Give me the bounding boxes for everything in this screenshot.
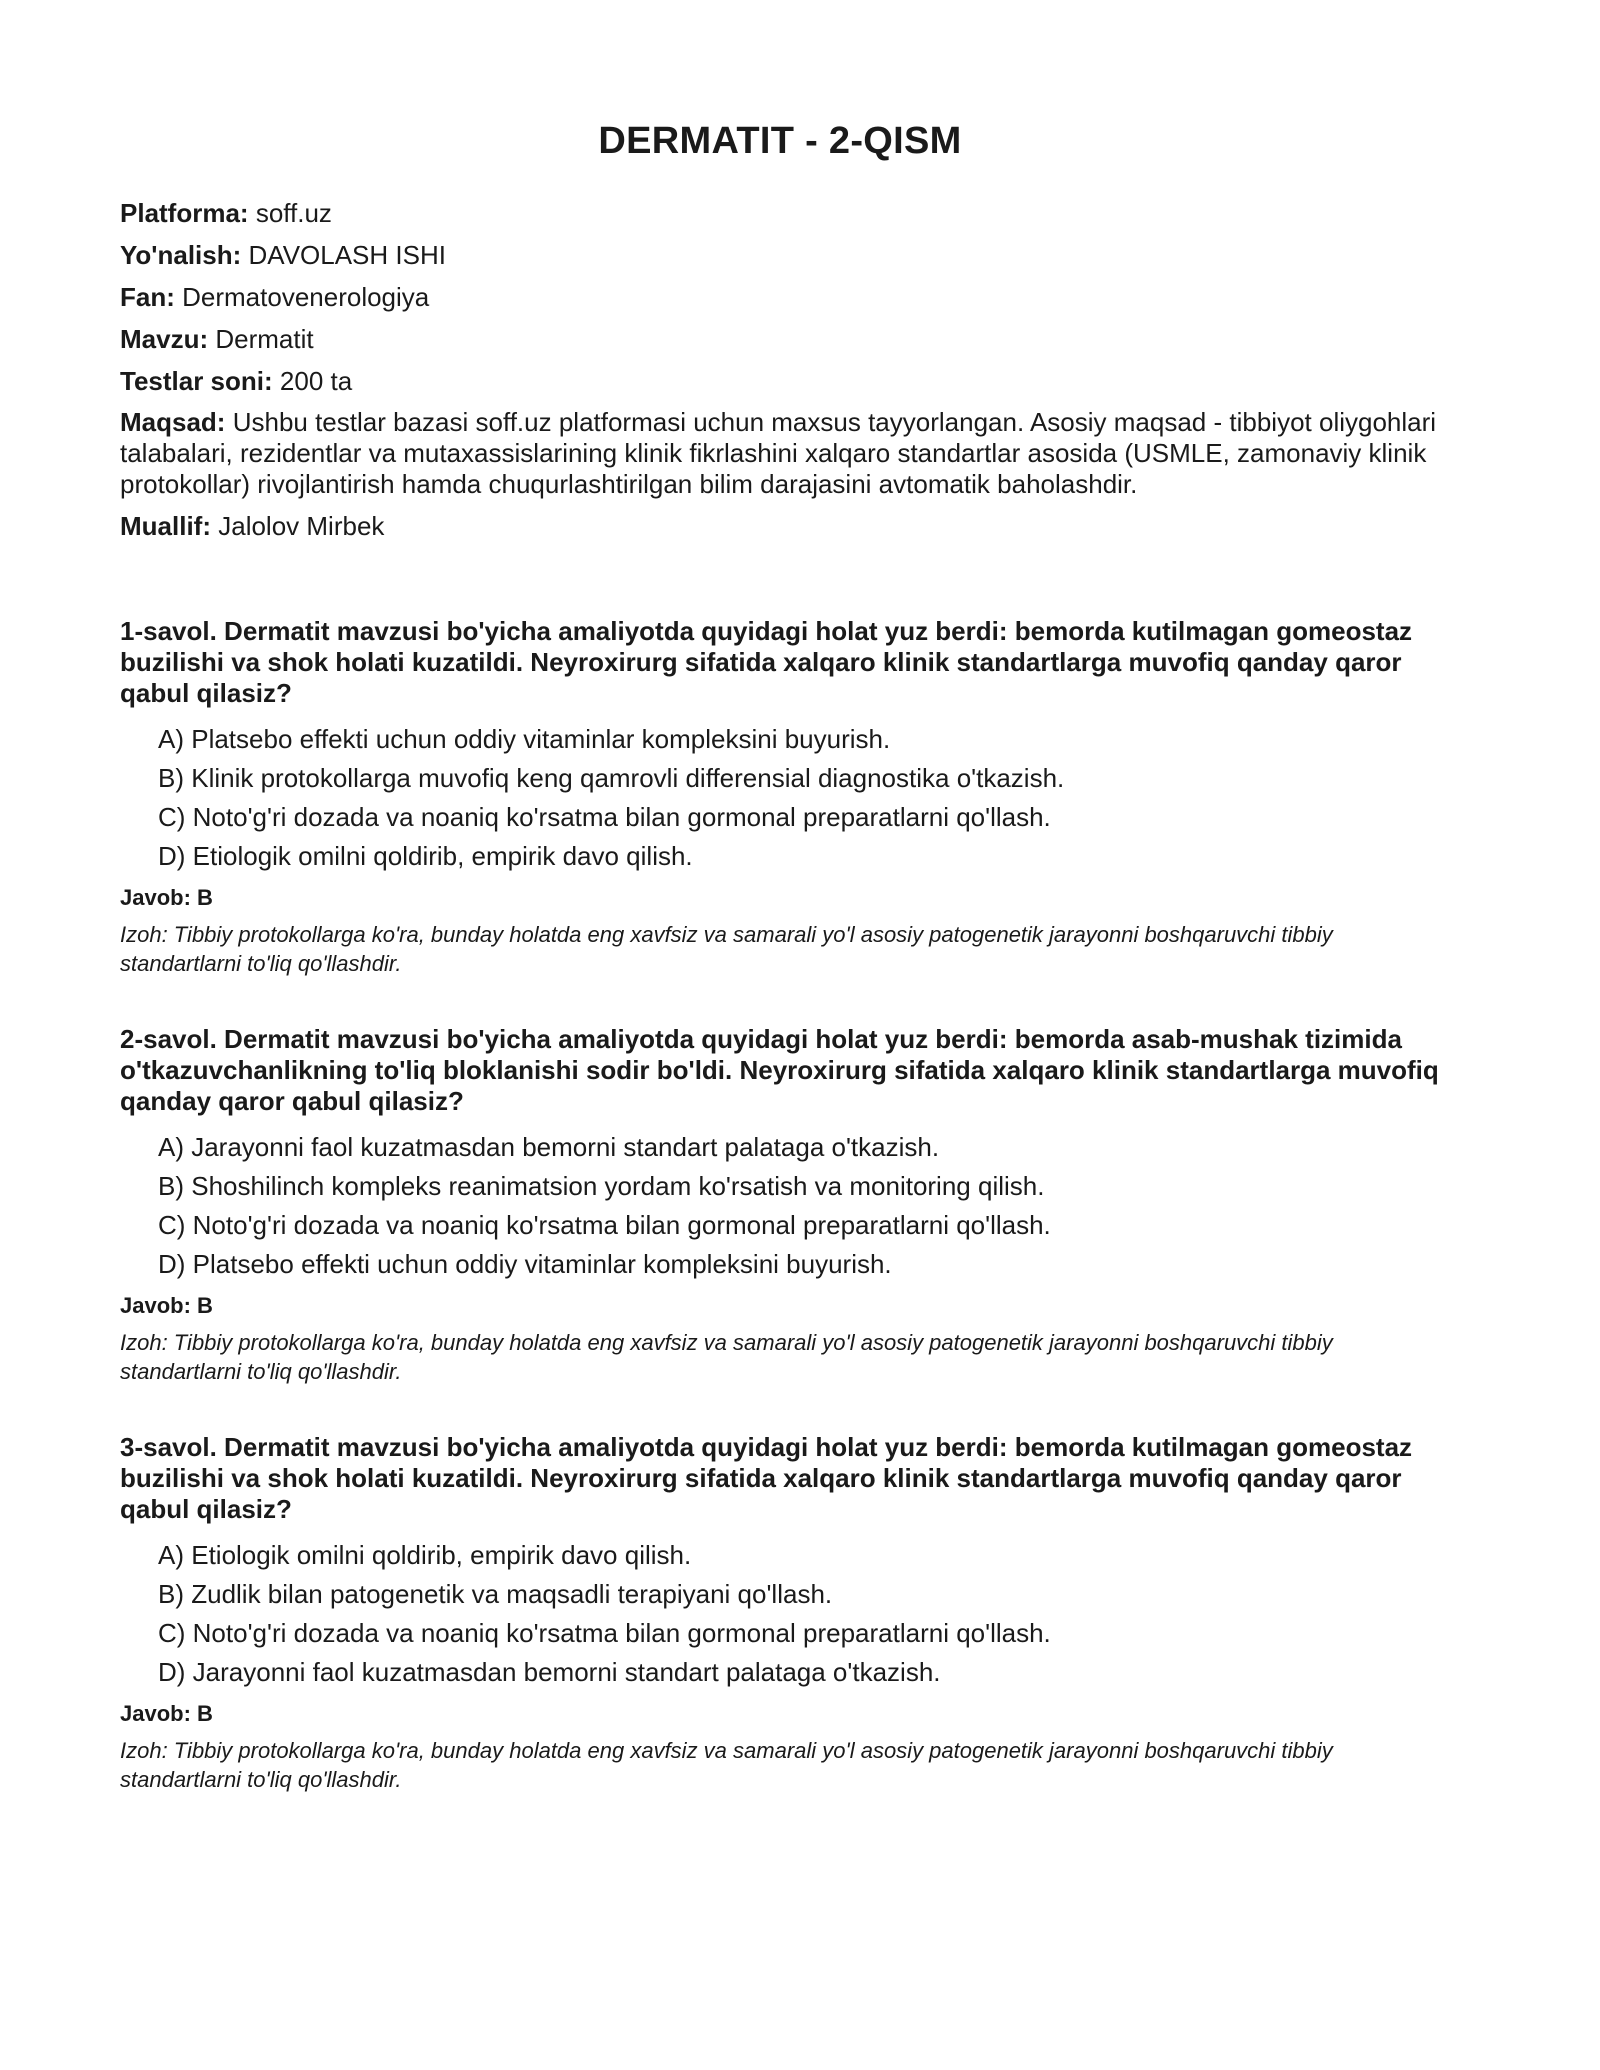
option-b: B) Shoshilinch kompleks reanimatsion yordam ko'rsatish va monitoring qilish. [158, 1171, 1045, 1201]
answer-line: Javob: B [120, 1701, 213, 1726]
meta-topic [120, 323, 1440, 355]
option-d: D) Jarayonni faol kuzatmasdan bemorni standart palataga o'tkazish. [158, 1657, 941, 1687]
option-b: B) Zudlik bilan patogenetik va maqsadli terapiyani qo'llash. [158, 1579, 833, 1609]
option-a: A) Platsebo effekti uchun oddiy vitaminlar kompleksini buyurish. [158, 724, 891, 754]
meta-subject-label: Fan: [120, 282, 175, 312]
option-a: A) Etiologik omilni qoldirib, empirik davo qilish. [158, 1540, 692, 1570]
meta-topic-value: Dermatit [215, 324, 314, 354]
explanation-text: Izoh: Tibbiy protokollarga ko'ra, bunday holatda eng xavfsiz va samarali yo'l asosiy patogenetik jarayonni boshqaruvchi tibbiy standartlarni to'liq qo'llashdir. [120, 1330, 1333, 1384]
meta-author [120, 510, 1440, 542]
option-c: C) Noto'g'ri dozada va noaniq ko'rsatma bilan gormonal preparatlarni qo'llash. [158, 1618, 1051, 1648]
question-text: 1-savol. Dermatit mavzusi bo'yicha amaliyotda quyidagi holat yuz berdi: bemorda kutilmagan gomeostaz buzilishi va shok holati kuzatildi. Neyroxirurg sifatida xalqaro klinik standartlarga muvofiq qanday qaror qabul qilasiz? [120, 616, 1413, 708]
meta-platform-value: soff.uz [255, 198, 332, 228]
answer-line: Javob: B [120, 1293, 213, 1318]
option-b: B) Klinik protokollarga muvofiq keng qamrovli differensial diagnostika o'tkazish. [158, 763, 1065, 793]
option-a: A) Jarayonni faol kuzatmasdan bemorni standart palataga o'tkazish. [158, 1132, 940, 1162]
option-c: C) Noto'g'ri dozada va noaniq ko'rsatma bilan gormonal preparatlarni qo'llash. [158, 802, 1051, 832]
meta-goal-value: Ushbu testlar bazasi soff.uz platformasi uchun maxsus tayyorlangan. Asosiy maqsad - tibbiyot oliygohlari talabalari, rezidentlar va mutaxassislarining klinik fikrlashini xalqaro standartlar asosida (USMLE, zamonaviy klinik protokollar) rivojlantirish hamda chuqurlashtirilgan bilim darajasini avtomatik baholashdir. [120, 407, 1437, 499]
meta-goal [120, 407, 1440, 500]
option-d: D) Etiologik omilni qoldirib, empirik davo qilish. [158, 841, 693, 871]
question-list [120, 616, 1440, 1794]
question-text: 2-savol. Dermatit mavzusi bo'yicha amaliyotda quyidagi holat yuz berdi: bemorda asab-mushak tizimida o'tkazuvchanlikning to'liq bloklanishi sodir bo'ldi. Neyroxirurg sifatida xalqaro klinik standartlarga muvofiq qanday qaror qabul qilasiz? [120, 1024, 1439, 1116]
explanation-text: Izoh: Tibbiy protokollarga ko'ra, bunday holatda eng xavfsiz va samarali yo'l asosiy patogenetik jarayonni boshqaruvchi tibbiy standartlarni to'liq qo'llashdir. [120, 922, 1333, 976]
question-text: 3-savol. Dermatit mavzusi bo'yicha amaliyotda quyidagi holat yuz berdi: bemorda kutilmagan gomeostaz buzilishi va shok holati kuzatildi. Neyroxirurg sifatida xalqaro klinik standartlarga muvofiq qanday qaror qabul qilasiz? [120, 1432, 1413, 1524]
meta-direction-label: Yo'nalish: [120, 240, 242, 270]
meta-direction-value: DAVOLASH ISHI [248, 240, 446, 270]
meta-author-label: Muallif: [120, 511, 211, 541]
meta-count-label: Testlar soni: [120, 366, 273, 396]
question-block [120, 1024, 1440, 1386]
option-c: C) Noto'g'ri dozada va noaniq ko'rsatma bilan gormonal preparatlarni qo'llash. [158, 1210, 1051, 1240]
option-d: D) Platsebo effekti uchun oddiy vitaminlar kompleksini buyurish. [158, 1249, 892, 1279]
meta-author-value: Jalolov Mirbek [218, 511, 385, 541]
question-block [120, 1432, 1440, 1794]
document-title: DERMATIT - 2-QISM [598, 120, 962, 162]
document-meta [120, 197, 1440, 542]
meta-subject [120, 281, 1440, 313]
meta-platform [120, 197, 1440, 229]
answer-line: Javob: B [120, 885, 213, 910]
meta-subject-value: Dermatovenerologiya [182, 282, 430, 312]
meta-direction [120, 239, 1440, 271]
meta-platform-label: Platforma: [120, 198, 249, 228]
meta-count-value: 200 ta [279, 366, 353, 396]
document-page [120, 120, 1440, 1840]
meta-count [120, 365, 1440, 397]
meta-goal-label: Maqsad: [120, 407, 226, 437]
question-block [120, 616, 1440, 978]
explanation-text: Izoh: Tibbiy protokollarga ko'ra, bunday holatda eng xavfsiz va samarali yo'l asosiy patogenetik jarayonni boshqaruvchi tibbiy standartlarni to'liq qo'llashdir. [120, 1738, 1333, 1792]
meta-topic-label: Mavzu: [120, 324, 209, 354]
